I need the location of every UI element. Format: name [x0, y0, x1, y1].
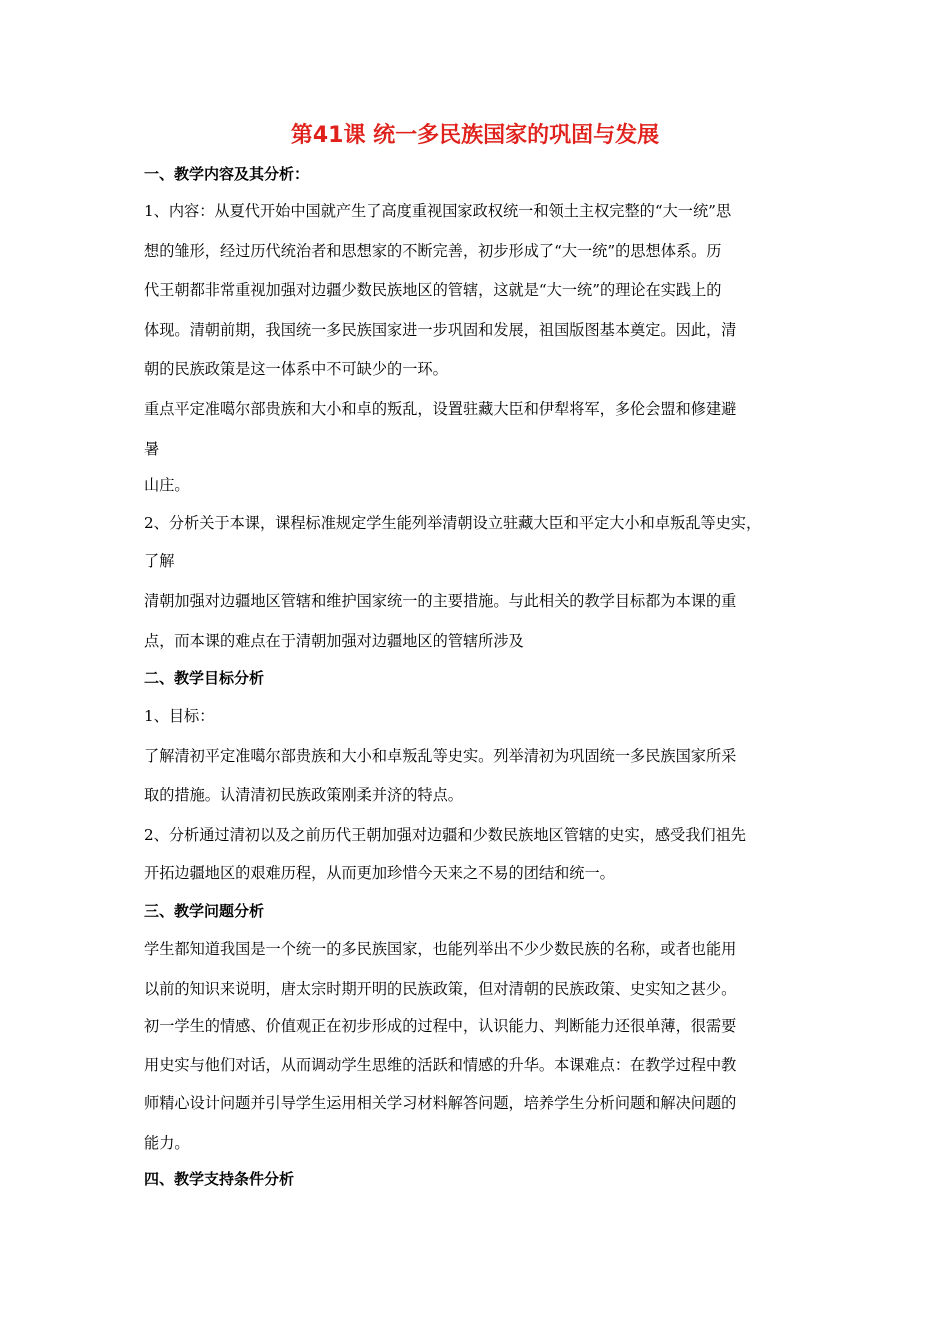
paragraph-line: 山庄。: [144, 476, 190, 494]
paragraph-line: 2、分析关于本课，课程标准规定学生能列举清朝设立驻藏大臣和平定大小和卓叛乱等史实，: [144, 514, 762, 532]
paragraph-line: 想的雏形，经过历代统治者和思想家的不断完善，初步形成了“大一统”的思想体系。历: [144, 242, 722, 260]
paragraph-line: 学生都知道我国是一个统一的多民族国家，也能列举出不少少数民族的名称，或者也能用: [144, 940, 737, 958]
paragraph-line: 清朝加强对边疆地区管辖和维护国家统一的主要措施。与此相关的教学目标都为本课的重: [144, 592, 737, 610]
section-heading: 一、教学内容及其分析：: [144, 165, 310, 183]
paragraph-line: 朝的民族政策是这一体系中不可缺少的一环。: [144, 360, 448, 378]
paragraph-line: 体现。清朝前期，我国统一多民族国家进一步巩固和发展，祖国版图基本奠定。因此，清: [144, 321, 737, 339]
section-heading: 四、教学支持条件分析: [144, 1170, 295, 1188]
section-heading: 二、教学目标分析: [144, 669, 265, 687]
page-title: 第41课 统一多民族国家的巩固与发展: [290, 123, 660, 148]
paragraph-line: 了解: [144, 552, 175, 570]
paragraph-line: 2、分析通过清初以及之前历代王朝加强对边疆和少数民族地区管辖的史实，感受我们祖先: [144, 826, 746, 844]
paragraph-line: 开拓边疆地区的艰难历程，从而更加珍惜今天来之不易的团结和统一。: [144, 864, 615, 882]
paragraph-line: 师精心设计问题并引导学生运用相关学习材料解答问题，培养学生分析问题和解决问题的: [144, 1094, 737, 1112]
paragraph-line: 暑: [144, 440, 160, 458]
paragraph-line: 能力。: [144, 1134, 190, 1152]
paragraph-line: 代王朝都非常重视加强对边疆少数民族地区的管辖，这就是“大一统”的理论在实践上的: [144, 281, 722, 299]
section-heading: 三、教学问题分析: [144, 902, 265, 920]
paragraph-line: 以前的知识来说明，唐太宗时期开明的民族政策，但对清朝的民族政策、史实知之甚少。: [144, 980, 737, 998]
paragraph-line: 取的措施。认清清初民族政策刚柔并济的特点。: [144, 786, 463, 804]
paragraph-line: 用史实与他们对话，从而调动学生思维的活跃和情感的升华。本课难点：在教学过程中教: [144, 1056, 737, 1074]
paragraph-line: 了解清初平定准噶尔部贵族和大小和卓叛乱等史实。列举清初为巩固统一多民族国家所采: [144, 747, 737, 765]
paragraph-line: 点，而本课的难点在于清朝加强对边疆地区的管辖所涉及: [144, 632, 524, 650]
paragraph-line: 1、目标：: [144, 707, 215, 725]
paragraph-line: 1、内容：从夏代开始中国就产生了高度重视国家政权统一和领土主权完整的“大一统”思: [144, 202, 732, 220]
paragraph-line: 重点平定准噶尔部贵族和大小和卓的叛乱，设置驻藏大臣和伊犁将军，多伦会盟和修建避: [144, 400, 737, 418]
paragraph-line: 初一学生的情感、价值观正在初步形成的过程中，认识能力、判断能力还很单薄，很需要: [144, 1017, 737, 1035]
